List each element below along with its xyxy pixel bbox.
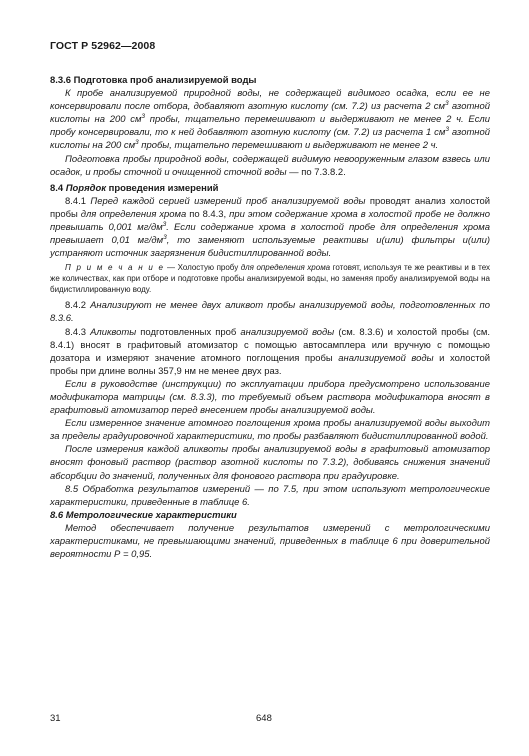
paragraph: 8.4.1 Перед каждой серией измерений проб анализируемой воды проводят анализ холостой пробы для определения хрома по 8.4.3, при этом содержание хрома в холостой пробе не должно превышать 0,001 $мг/дм^3$. Если содержание хрома в холостой пробе для определения хрома превышает 0,01 $мг/дм^3$, то заменяют используемые реактивы и(или) фильтры и(или) устраняют источник загрязнения бидистиллированной воды. bbox=[50, 195, 491, 260]
section-heading-8-3-6: 8.3.6 Подготовка проб анализируемой воды bbox=[50, 75, 257, 86]
paragraph: 8.4.2 Анализируют не менее двух аликвот пробы анализируемой воды, подготовленных по 8.3.6. bbox=[50, 300, 490, 325]
page-number-left: 31 bbox=[50, 713, 61, 724]
section-heading-8-6: 8.6 Метрологические характеристики bbox=[50, 509, 237, 521]
paragraph: 8.5 Обработка результатов измерений — по 7.5, при этом используют метрологические характеристики, приведенные в таблице 6. bbox=[50, 483, 490, 508]
paragraph: Метод обеспечивает получение результатов измерений с метрологическими характеристиками, не превышающими значений, приведенных в таблице 6 при доверительной вероятности Р = 0,95. bbox=[50, 522, 490, 561]
page-number-center: 648 bbox=[256, 713, 272, 724]
paragraph: Если измеренное значение атомного поглощения хрома пробы анализируемой воды выходит за пределы градуировочной характеристики, то пробы разбавляют бидистиллированной водой. bbox=[50, 418, 490, 443]
document-body bbox=[50, 74, 490, 561]
note: П р и м е ч а н и е — Холостую пробу для определения хрома готовят, используя те же реактивы и в тех же количествах, как при отборе и подготовке пробы анализируемой воды, но заменяя пробу анализируемой воды на бидистиллированную воду. bbox=[50, 263, 490, 295]
paragraph: К пробе анализируемой природной воды, не содержащей видимого осадка, если ее не консервировали после отбора, добавляют азотную кислоту (см. 7.2) из расчета 2 $см^3$ азотной кислоты на 200 $см^3$ пробы, тщательно перемешивают и выдерживают не менее 2 ч. Если пробу консервировали, то к ней добавляют азотную кислоту (см. 7.2) из расчета 1 $см^3$ азотной кислоты на 200 $см^3$ пробы, тщательно перемешивают и выдерживают не менее 2 ч. bbox=[50, 88, 491, 152]
paragraph: Подготовка пробы природной воды, содержащей видимую невооруженным глазом взвесь или осадок, и пробы сточной и очищенной сточной воды — по 7.3.8.2. bbox=[50, 153, 490, 178]
page-header: ГОСТ Р 52962—2008 bbox=[50, 40, 156, 52]
section-heading-8-4: 8.4 Порядок проведения измерений bbox=[50, 182, 219, 194]
paragraph: Если в руководстве (инструкции) по эксплуатации прибора предусмотрено использование модификатора матрицы (см. 8.3.3), то требуемый объем раствора модификатора вносят в графитовый атомизатор перед внесением пробы анализируемой воды. bbox=[50, 378, 490, 417]
paragraph: После измерения каждой аликвоты пробы анализируемой воды в графитовый атомизатор вносят фоновый раствор (раствор азотной кислоты по 7.3.2), добиваясь снижения значений абсорбции до значений, полученных для фонового раствора при градуировке. bbox=[50, 444, 490, 482]
paragraph: 8.4.3 Аликвоты подготовленных проб анализируемой воды (см. 8.3.6) и холостой пробы (см. 8.4.1) вносят в графитовый атомизатор с помощью автосамплера или вручную с помощью дозатора и измеряют значение атомного поглощения пробы анализируемой воды и холостой пробы при длине волны 357,9 нм не менее двух раз. bbox=[50, 326, 490, 377]
